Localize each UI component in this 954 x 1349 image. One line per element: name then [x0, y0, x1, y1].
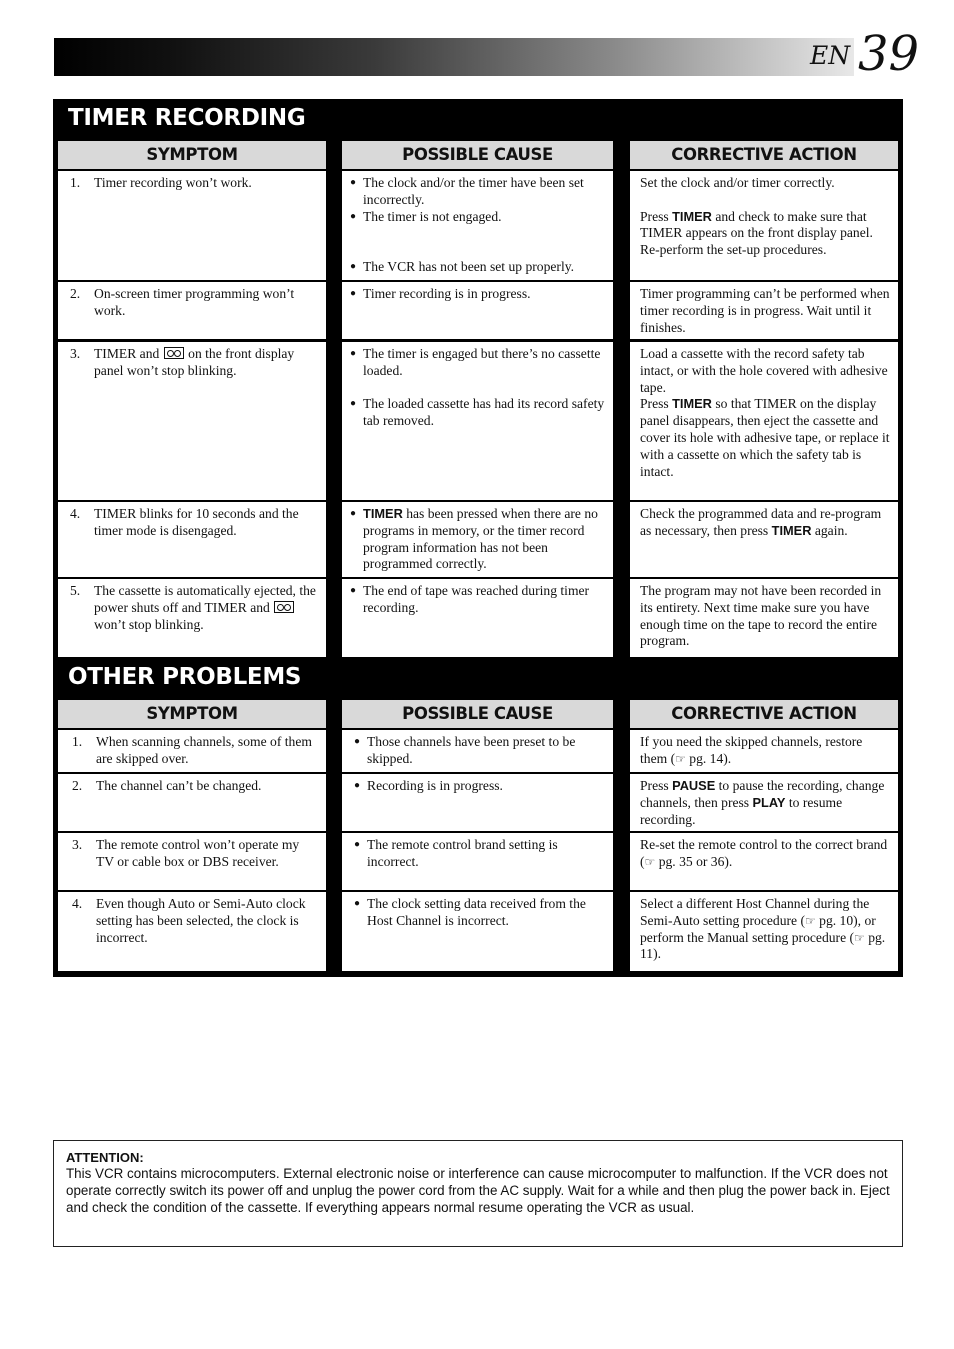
table-row-action: [630, 342, 898, 500]
symptom-text: The cassette is automatically ejected, the power shuts off and TIMER and won’t stop blinking.: [94, 583, 316, 632]
table-row-symptom: [58, 342, 326, 500]
cause-header: POSSIBLE CAUSE: [342, 141, 613, 169]
action-text: Press TIMER so that TIMER on the display panel disappears, then eject the cassette and cover its hole with adhesive tape, or replace it with a cassette on which the safety tab is intact.: [640, 396, 890, 479]
hand-pointer-icon: ☞: [644, 854, 656, 869]
row-number: 4.: [70, 506, 81, 521]
bullet-icon: ●: [350, 398, 357, 410]
action-text: Press TIMER and check to make sure that TIMER appears on the front display panel.: [640, 208, 873, 241]
timer-recording-section: [53, 99, 903, 662]
bullet-icon: ●: [350, 585, 357, 596]
symptom-text: TIMER and on the front display panel won’t stop blinking.: [94, 346, 295, 378]
symptom-text: When scanning channels, some of them are skipped over.: [96, 734, 312, 766]
symptom-text: On-screen timer programming won’t work.: [94, 286, 295, 318]
attention-box: [53, 1140, 903, 1247]
symptom-header: SYMPTOM: [58, 141, 326, 169]
symptom-text: TIMER blinks for 10 seconds and the timer mode is disengaged.: [94, 506, 299, 538]
action-text: Re-set the remote control to the correct brand (☞ pg. 35 or 36).: [640, 837, 888, 869]
hand-pointer-icon: ☞: [675, 751, 686, 766]
symptom-text: The remote control won’t operate my TV or cable box or DBS receiver.: [96, 837, 300, 869]
section-title: OTHER PROBLEMS: [68, 664, 302, 690]
cause-text: The timer is engaged but there’s no cassette loaded.: [363, 346, 601, 378]
action-header: CORRECTIVE ACTION: [630, 141, 898, 169]
symptom-text: The channel can’t be changed.: [96, 778, 262, 793]
table-row-cause: [342, 502, 613, 577]
row-number: 1.: [70, 175, 81, 190]
cause-text: Recording is in progress.: [367, 778, 503, 793]
cause-text: The loaded cassette has had its record safety tab removed.: [363, 396, 605, 429]
hand-pointer-icon: ☞: [854, 930, 865, 945]
table-row-action: [630, 171, 898, 280]
bullet-icon: ●: [350, 260, 357, 272]
row-number: 3.: [72, 837, 83, 852]
cause-text: TIMER has been pressed when there are no programs in memory, or the timer record program information has not been programmed correctly.: [363, 506, 598, 572]
hand-pointer-icon: ☞: [804, 913, 816, 928]
bullet-icon: ●: [350, 348, 357, 359]
attention-body: This VCR contains microcomputers. External electronic noise or interference can cause microcomputer to malfunction. If the VCR does not operate correctly switch its power off and unplug the power cord from the AC supply. Wait for a while and then plug the power back in. Eject and check the condition of the cassette. If everything appears normal resume operating the VCR as usual.: [66, 1166, 890, 1215]
action-text: Check the programmed data and re-program as necessary, then press TIMER again.: [640, 506, 882, 538]
table-row-cause: [342, 342, 613, 500]
bullet-icon: ●: [350, 288, 357, 299]
language-code: EN: [810, 41, 851, 70]
table-row-cause: [342, 579, 613, 657]
attention-title: ATTENTION:: [66, 1150, 144, 1165]
row-number: 3.: [70, 346, 81, 361]
table-row-action: [630, 282, 898, 339]
table-row-cause: [342, 833, 613, 890]
symptom-header: SYMPTOM: [58, 700, 326, 728]
cause-text: The VCR has not been set up properly.: [363, 258, 575, 274]
cause-text: The clock setting data received from the Host Channel is incorrect.: [367, 896, 586, 928]
page-label: [810, 28, 940, 80]
table-row-action: [630, 892, 898, 971]
row-number: 4.: [72, 896, 83, 911]
bullet-icon: ●: [354, 780, 361, 791]
section-title: TIMER RECORDING: [68, 105, 306, 131]
cassette-icon: [164, 347, 184, 359]
action-text: Load a cassette with the record safety tab intact, or with the hole covered with adhesive tape.: [640, 346, 888, 395]
bullet-icon: ●: [354, 736, 361, 747]
table-row-action: [630, 833, 898, 890]
table-row-cause: [342, 171, 613, 280]
bullet-icon: ●: [354, 839, 361, 850]
cause-text: The remote control brand setting is incorrect.: [367, 837, 558, 869]
row-number: 1.: [72, 734, 83, 749]
cause-header: POSSIBLE CAUSE: [342, 700, 613, 728]
table-row-cause: [342, 892, 613, 971]
table-row-cause: [342, 774, 613, 831]
action-text: The program may not have been recorded in its entirety. Next time make sure you have enough time on the tape to record the entire program.: [640, 583, 882, 649]
table-row-action: [630, 774, 898, 831]
table-row-cause: [342, 282, 613, 339]
action-text: If you need the skipped channels, restore them (☞ pg. 14).: [640, 734, 863, 766]
row-number: 2.: [70, 286, 81, 301]
cassette-icon: [274, 601, 294, 613]
table-row-symptom: [58, 892, 326, 971]
cause-text: The clock and/or the timer have been set incorrectly.: [363, 175, 584, 207]
cause-text: The end of tape was reached during timer recording.: [363, 583, 590, 615]
table-row-symptom: [58, 282, 326, 339]
bullet-icon: ●: [350, 210, 357, 222]
bullet-icon: ●: [350, 508, 357, 519]
other-problems-section: [53, 660, 903, 977]
symptom-text: Even though Auto or Semi-Auto clock setting has been selected, the clock is incorrect.: [96, 896, 306, 945]
cause-text: Those channels have been preset to be skipped.: [367, 734, 576, 766]
row-number: 5.: [70, 583, 81, 598]
action-text: Press PAUSE to pause the recording, change channels, then press PLAY to resume recording.: [640, 778, 885, 827]
page-number: 39: [858, 26, 920, 82]
action-text: Re-perform the set-up procedures.: [640, 242, 827, 258]
action-text: Set the clock and/or timer correctly.: [640, 175, 835, 190]
bullet-icon: ●: [350, 177, 357, 188]
table-row-symptom: [58, 579, 326, 657]
row-number: 2.: [72, 778, 83, 793]
header-gradient-bar: [54, 38, 854, 76]
table-row-action: [630, 502, 898, 577]
symptom-text: Timer recording won’t work.: [94, 175, 252, 190]
table-row-symptom: [58, 833, 326, 890]
action-header: CORRECTIVE ACTION: [630, 700, 898, 728]
table-row-symptom: [58, 171, 326, 280]
action-text: Select a different Host Channel during the Semi-Auto setting procedure (☞ pg. 10), or perform the Manual setting procedure (☞ pg. 11).: [640, 896, 886, 962]
bullet-icon: ●: [354, 898, 361, 909]
table-row-symptom: [58, 502, 326, 577]
cause-text: The timer is not engaged.: [363, 208, 502, 224]
action-text: Timer programming can’t be performed when timer recording is in progress. Wait until it finishes.: [640, 286, 890, 335]
table-row-symptom: [58, 730, 326, 772]
table-row-symptom: [58, 774, 326, 831]
table-row-action: [630, 730, 898, 772]
table-row-cause: [342, 730, 613, 772]
cause-text: Timer recording is in progress.: [363, 286, 531, 301]
table-row-action: [630, 579, 898, 657]
